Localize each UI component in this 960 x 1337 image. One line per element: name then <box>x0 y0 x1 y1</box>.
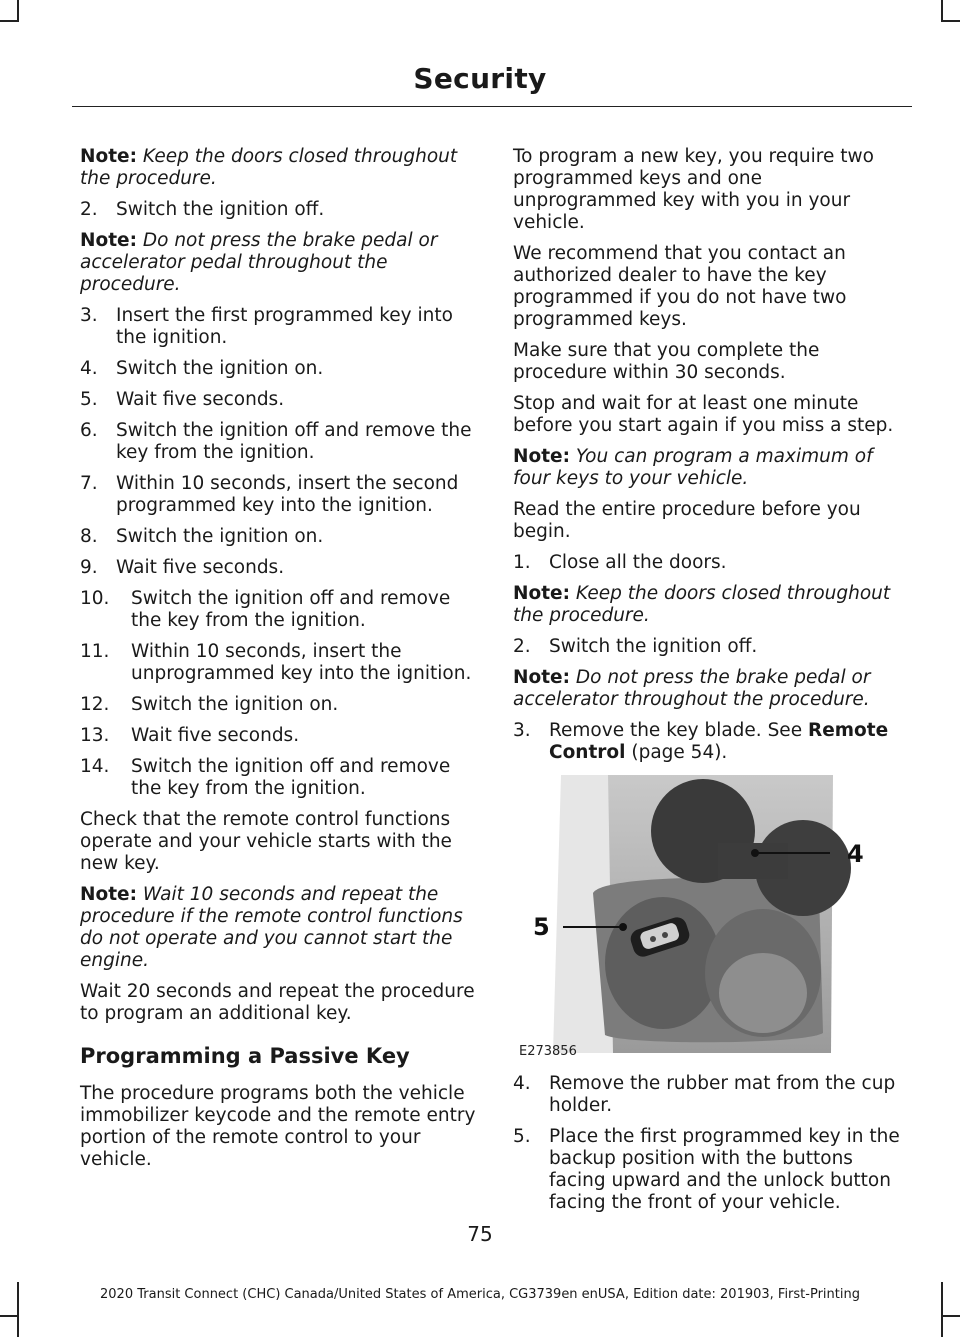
paragraph: Make sure that you complete the procedure within 30 seconds. <box>513 340 820 383</box>
cup-holder-figure <box>513 773 909 1059</box>
list-item: 5. Place the first programmed key in the backup position with the buttons facing upward and the unlock button facing the front of your vehicle. <box>513 1126 900 1213</box>
paragraph: Read the entire procedure before you begin. <box>513 499 861 542</box>
callout-5-label: 5 <box>533 913 550 941</box>
note: Note: Keep the doors closed throughout the procedure. <box>80 146 458 189</box>
list-item: 11. Within 10 seconds, insert the unprogrammed key into the ignition. <box>80 641 472 684</box>
crop-mark <box>941 1315 960 1317</box>
note: Note: Keep the doors closed throughout the procedure. <box>513 583 891 626</box>
rubber-mat-bridge <box>718 843 788 879</box>
page-number: 75 <box>467 1222 493 1246</box>
list-item: 3. Insert the first programmed key into the ignition. <box>80 305 453 348</box>
crop-mark <box>941 0 943 22</box>
list-item: 1. Close all the doors. <box>513 552 727 573</box>
cup-well-left <box>605 897 721 1029</box>
page-title: Security <box>413 62 547 95</box>
paragraph: To program a new key, you require two programmed keys and one unprogrammed key with you in your vehicle. <box>513 146 874 233</box>
list-item: 2. Switch the ignition off. <box>513 636 758 657</box>
paragraph: The procedure programs both the vehicle immobilizer keycode and the remote entry portion of the remote control to your vehicle. <box>80 1083 476 1170</box>
list-item: 12. Switch the ignition on. <box>80 694 339 715</box>
list-item: 13. Wait five seconds. <box>80 725 300 746</box>
crop-mark <box>0 20 19 22</box>
figure-code: E273856 <box>519 1044 577 1059</box>
list-item: 9. Wait five seconds. <box>80 557 285 578</box>
cross-reference-link[interactable]: Remote Control <box>549 720 889 763</box>
paragraph: Check that the remote control functions operate and your vehicle starts with the new key. <box>80 809 452 874</box>
list-item: 8. Switch the ignition on. <box>80 526 324 547</box>
list-item: 2. Switch the ignition off. <box>80 199 325 220</box>
list-item: 6. Switch the ignition off and remove the key from the ignition. <box>80 420 472 463</box>
note: Note: Do not press the brake pedal or accelerator pedal throughout the procedure. <box>80 230 438 295</box>
note: Note: You can program a maximum of four keys to your vehicle. <box>513 446 873 489</box>
paragraph: Wait 20 seconds and repeat the procedure to program an additional key. <box>80 981 475 1024</box>
list-item: 14. Switch the ignition off and remove the key from the ignition. <box>80 756 451 799</box>
list-item: 10. Switch the ignition off and remove the key from the ignition. <box>80 588 451 631</box>
right-column <box>513 146 909 1223</box>
crop-mark <box>17 0 19 22</box>
note: Note: Do not press the brake pedal or accelerator throughout the procedure. <box>513 667 871 710</box>
paragraph: Stop and wait for at least one minute before you start again if you miss a step. <box>513 393 894 436</box>
cup-well-right-floor <box>719 953 807 1033</box>
header-rule <box>72 106 912 107</box>
section-heading: Programming a Passive Key <box>80 1044 410 1068</box>
callout-4-label: 4 <box>847 840 864 868</box>
list-item: 4. Remove the rubber mat from the cup holder. <box>513 1073 896 1116</box>
list-item: 4. Switch the ignition on. <box>80 358 324 379</box>
crop-mark <box>0 1315 19 1317</box>
paragraph: We recommend that you contact an authorized dealer to have the key programmed if you do not have two programmed keys. <box>513 243 847 330</box>
publication-info: 2020 Transit Connect (CHC) Canada/United States of America, CG3739en enUSA, Edition date: 201903, First-Printing <box>100 1287 860 1302</box>
list-item: 7. Within 10 seconds, insert the second programmed key into the ignition. <box>80 473 459 516</box>
note: Note: Wait 10 seconds and repeat the procedure if the remote control functions do not operate and you cannot start the engine. <box>80 884 463 971</box>
list-item: 5. Wait five seconds. <box>80 389 285 410</box>
cup-holder-illustration <box>513 773 909 1059</box>
left-column <box>80 146 476 1180</box>
crop-mark <box>941 20 960 22</box>
list-item: 3. Remove the key blade. See Remote Control (page 54). <box>513 720 889 763</box>
